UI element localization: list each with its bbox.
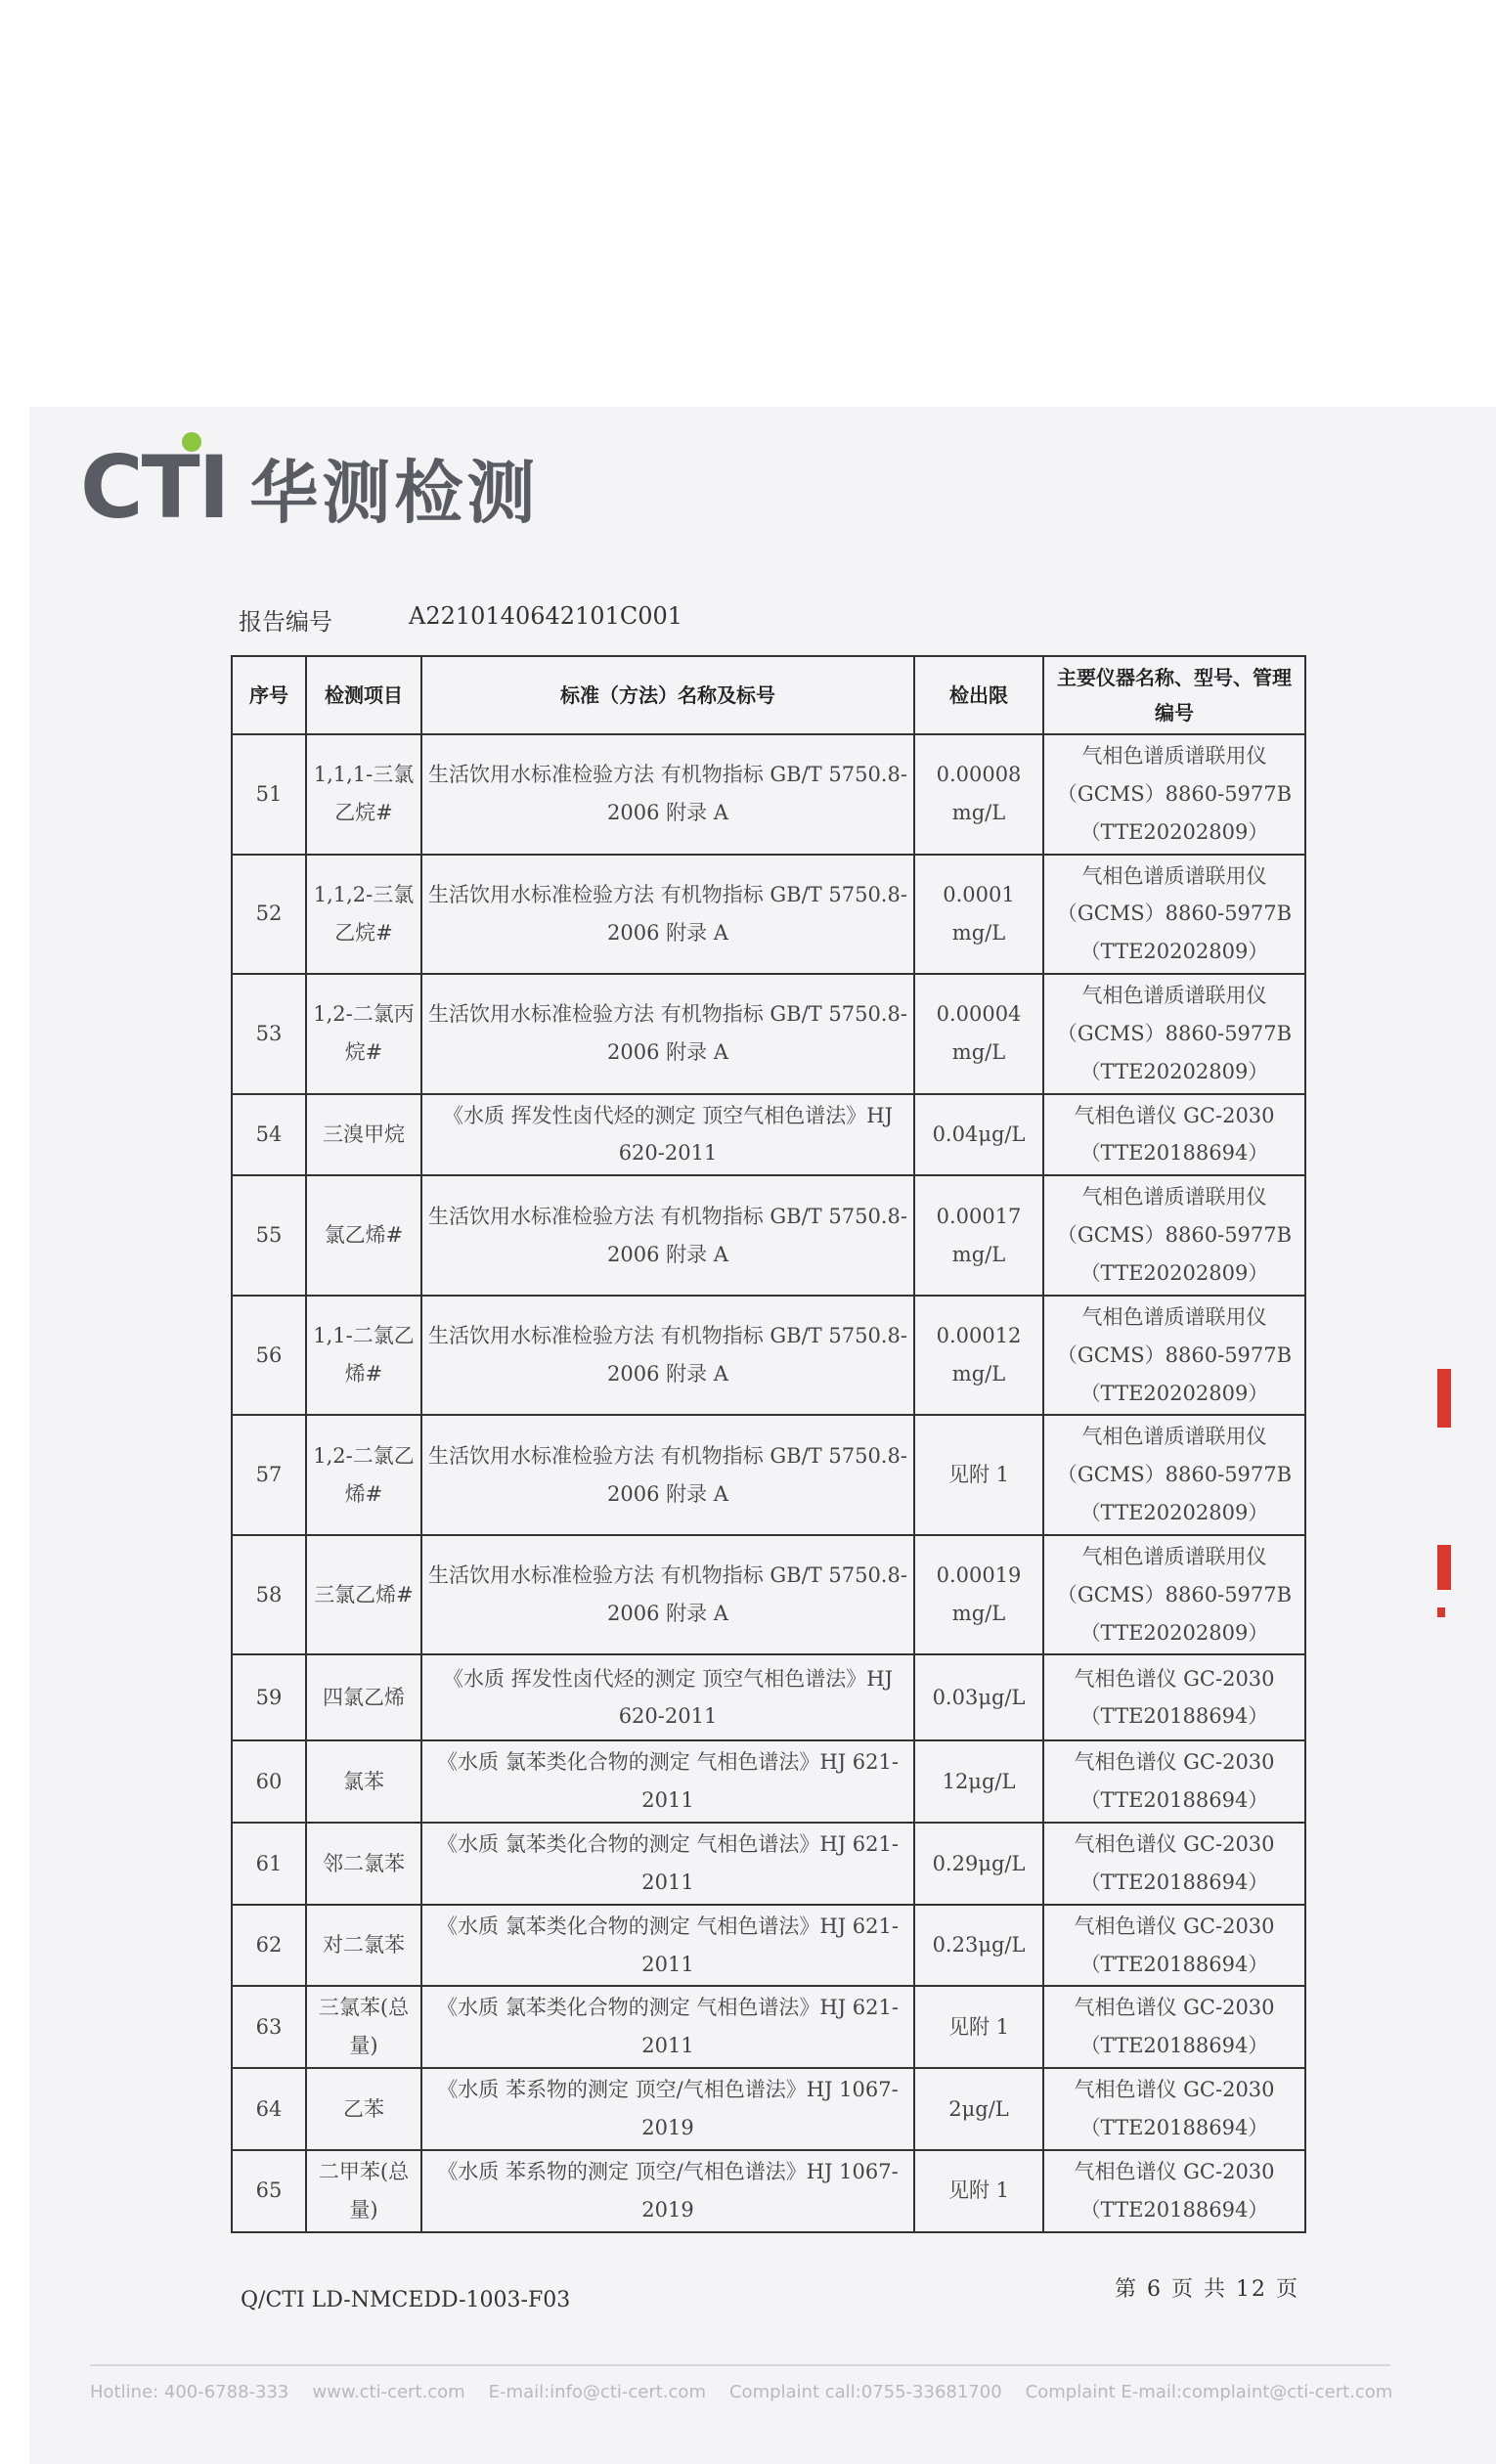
table-row — [232, 1654, 1305, 1740]
cell-limit: 见附 1 — [914, 1415, 1043, 1535]
cell-method: 《水质 苯系物的测定 顶空/气相色谱法》HJ 1067-2019 — [421, 2150, 914, 2232]
cell-no: 51 — [232, 734, 306, 855]
col-header-method: 标准（方法）名称及标号 — [421, 656, 914, 734]
cell-no: 61 — [232, 1823, 306, 1905]
cell-instrument: 气相色谱质谱联用仪（GCMS）8860-5977B（TTE20202809） — [1043, 734, 1305, 855]
cell-item: 氯苯 — [306, 1740, 421, 1823]
cell-instrument: 气相色谱质谱联用仪（GCMS）8860-5977B（TTE20202809） — [1043, 855, 1305, 975]
cell-method: 生活饮用水标准检验方法 有机物指标 GB/T 5750.8-2006 附录 A — [421, 1535, 914, 1655]
cell-limit: 0.00008 mg/L — [914, 734, 1043, 855]
table-row — [232, 855, 1305, 975]
cell-method: 《水质 挥发性卤代烃的测定 顶空气相色谱法》HJ 620-2011 — [421, 1654, 914, 1740]
report-number — [239, 602, 682, 637]
cell-no: 57 — [232, 1415, 306, 1535]
table-row — [232, 1415, 1305, 1535]
cell-limit: 0.00004 mg/L — [914, 974, 1043, 1094]
table-row — [232, 974, 1305, 1094]
table-row — [232, 1175, 1305, 1296]
cell-instrument: 气相色谱仪 GC-2030（TTE20188694） — [1043, 2068, 1305, 2150]
cell-limit: 0.03μg/L — [914, 1654, 1043, 1740]
cell-limit: 0.23μg/L — [914, 1905, 1043, 1987]
table-row — [232, 1740, 1305, 1823]
cell-limit: 0.0001 mg/L — [914, 855, 1043, 975]
cell-instrument: 气相色谱仪 GC-2030（TTE20188694） — [1043, 1905, 1305, 1987]
report-number-label: 报告编号 — [239, 608, 332, 636]
cell-method: 生活饮用水标准检验方法 有机物指标 GB/T 5750.8-2006 附录 A — [421, 1296, 914, 1416]
cell-method: 《水质 挥发性卤代烃的测定 顶空气相色谱法》HJ 620-2011 — [421, 1094, 914, 1176]
col-header-item: 检测项目 — [306, 656, 421, 734]
cell-method: 《水质 氯苯类化合物的测定 气相色谱法》HJ 621-2011 — [421, 1905, 914, 1987]
cell-instrument: 气相色谱仪 GC-2030（TTE20188694） — [1043, 1094, 1305, 1176]
cell-instrument: 气相色谱仪 GC-2030（TTE20188694） — [1043, 2150, 1305, 2232]
cell-limit: 12μg/L — [914, 1740, 1043, 1823]
cell-instrument: 气相色谱质谱联用仪（GCMS）8860-5977B（TTE20202809） — [1043, 1175, 1305, 1296]
cell-item: 氯乙烯# — [306, 1175, 421, 1296]
hotline: Hotline: 400-6788-333 — [90, 2382, 289, 2402]
report-number-value: A2210140642101C001 — [409, 602, 683, 630]
col-header-instrument: 主要仪器名称、型号、管理编号 — [1043, 656, 1305, 734]
cell-method: 《水质 苯系物的测定 顶空/气相色谱法》HJ 1067-2019 — [421, 2068, 914, 2150]
table-row — [232, 2068, 1305, 2150]
cell-item: 四氯乙烯 — [306, 1654, 421, 1740]
cell-instrument: 气相色谱仪 GC-2030（TTE20188694） — [1043, 1823, 1305, 1905]
cell-no: 56 — [232, 1296, 306, 1416]
table-row — [232, 734, 1305, 855]
cell-limit: 0.00019 mg/L — [914, 1535, 1043, 1655]
seal-stamp-fragment-mid — [1437, 1545, 1451, 1590]
cell-limit: 0.00017 mg/L — [914, 1175, 1043, 1296]
cell-method: 生活饮用水标准检验方法 有机物指标 GB/T 5750.8-2006 附录 A — [421, 1175, 914, 1296]
cell-item: 三氯乙烯# — [306, 1535, 421, 1655]
cell-no: 60 — [232, 1740, 306, 1823]
cell-instrument: 气相色谱质谱联用仪（GCMS）8860-5977B（TTE20202809） — [1043, 974, 1305, 1094]
cell-no: 65 — [232, 2150, 306, 2232]
cell-limit: 0.04μg/L — [914, 1094, 1043, 1176]
seal-stamp-fragment-low — [1437, 1607, 1445, 1617]
cell-instrument: 气相色谱仪 GC-2030（TTE20188694） — [1043, 1986, 1305, 2068]
logo-en: CTI — [80, 436, 229, 538]
cell-no: 63 — [232, 1986, 306, 2068]
cell-item: 对二氯苯 — [306, 1905, 421, 1987]
cell-instrument: 气相色谱质谱联用仪（GCMS）8860-5977B（TTE20202809） — [1043, 1535, 1305, 1655]
cell-limit: 见附 1 — [914, 2150, 1043, 2232]
cell-item: 1,1-二氯乙烯# — [306, 1296, 421, 1416]
cell-no: 58 — [232, 1535, 306, 1655]
cell-item: 邻二氯苯 — [306, 1823, 421, 1905]
table-row — [232, 1535, 1305, 1655]
cell-instrument: 气相色谱仪 GC-2030（TTE20188694） — [1043, 1740, 1305, 1823]
cell-no: 55 — [232, 1175, 306, 1296]
cell-item: 二甲苯(总量) — [306, 2150, 421, 2232]
cell-item: 1,2-二氯丙烷# — [306, 974, 421, 1094]
cell-no: 62 — [232, 1905, 306, 1987]
cell-method: 生活饮用水标准检验方法 有机物指标 GB/T 5750.8-2006 附录 A — [421, 734, 914, 855]
table-row — [232, 1094, 1305, 1176]
footer-divider — [90, 2364, 1390, 2366]
contact-bar — [90, 2382, 1400, 2402]
cell-instrument: 气相色谱质谱联用仪（GCMS）8860-5977B（TTE20202809） — [1043, 1296, 1305, 1416]
cell-method: 生活饮用水标准检验方法 有机物指标 GB/T 5750.8-2006 附录 A — [421, 974, 914, 1094]
cell-limit: 见附 1 — [914, 1986, 1043, 2068]
complaint-email: Complaint E-mail:complaint@cti-cert.com — [1025, 2382, 1393, 2402]
cell-item: 三溴甲烷 — [306, 1094, 421, 1176]
cell-no: 59 — [232, 1654, 306, 1740]
cell-method: 生活饮用水标准检验方法 有机物指标 GB/T 5750.8-2006 附录 A — [421, 1415, 914, 1535]
cell-item: 乙苯 — [306, 2068, 421, 2150]
cell-item: 1,1,1-三氯乙烷# — [306, 734, 421, 855]
company-logo — [80, 438, 539, 536]
cell-no: 64 — [232, 2068, 306, 2150]
cell-item: 1,1,2-三氯乙烷# — [306, 855, 421, 975]
cell-item: 1,2-二氯乙烯# — [306, 1415, 421, 1535]
seal-stamp-fragment-top — [1437, 1369, 1451, 1428]
table-row — [232, 1986, 1305, 2068]
cell-limit: 2μg/L — [914, 2068, 1043, 2150]
cell-method: 生活饮用水标准检验方法 有机物指标 GB/T 5750.8-2006 附录 A — [421, 855, 914, 975]
table-row — [232, 1296, 1305, 1416]
test-items-table — [231, 655, 1306, 2233]
website: www.cti-cert.com — [312, 2382, 465, 2402]
cell-limit: 0.29μg/L — [914, 1823, 1043, 1905]
cell-no: 53 — [232, 974, 306, 1094]
table-row — [232, 1905, 1305, 1987]
logo-cn: 华测检测 — [249, 452, 540, 533]
cell-no: 52 — [232, 855, 306, 975]
table-header-row — [232, 656, 1305, 734]
page-number: 第 6 页 共 12 页 — [1115, 2277, 1299, 2302]
table-row — [232, 1823, 1305, 1905]
col-header-no: 序号 — [232, 656, 306, 734]
cell-item: 三氯苯(总量) — [306, 1986, 421, 2068]
complaint-call: Complaint call:0755-33681700 — [728, 2382, 1002, 2402]
cell-limit: 0.00012 mg/L — [914, 1296, 1043, 1416]
cell-method: 《水质 氯苯类化合物的测定 气相色谱法》HJ 621-2011 — [421, 1986, 914, 2068]
cell-method: 《水质 氯苯类化合物的测定 气相色谱法》HJ 621-2011 — [421, 1823, 914, 1905]
cell-instrument: 气相色谱仪 GC-2030（TTE20188694） — [1043, 1654, 1305, 1740]
cell-no: 54 — [232, 1094, 306, 1176]
cell-method: 《水质 氯苯类化合物的测定 气相色谱法》HJ 621-2011 — [421, 1740, 914, 1823]
col-header-limit: 检出限 — [914, 656, 1043, 734]
table-row — [232, 2150, 1305, 2232]
cell-instrument: 气相色谱质谱联用仪（GCMS）8860-5977B（TTE20202809） — [1043, 1415, 1305, 1535]
form-code: Q/CTI LD-NMCEDD-1003-F03 — [241, 2288, 571, 2312]
email: E-mail:info@cti-cert.com — [488, 2382, 706, 2402]
